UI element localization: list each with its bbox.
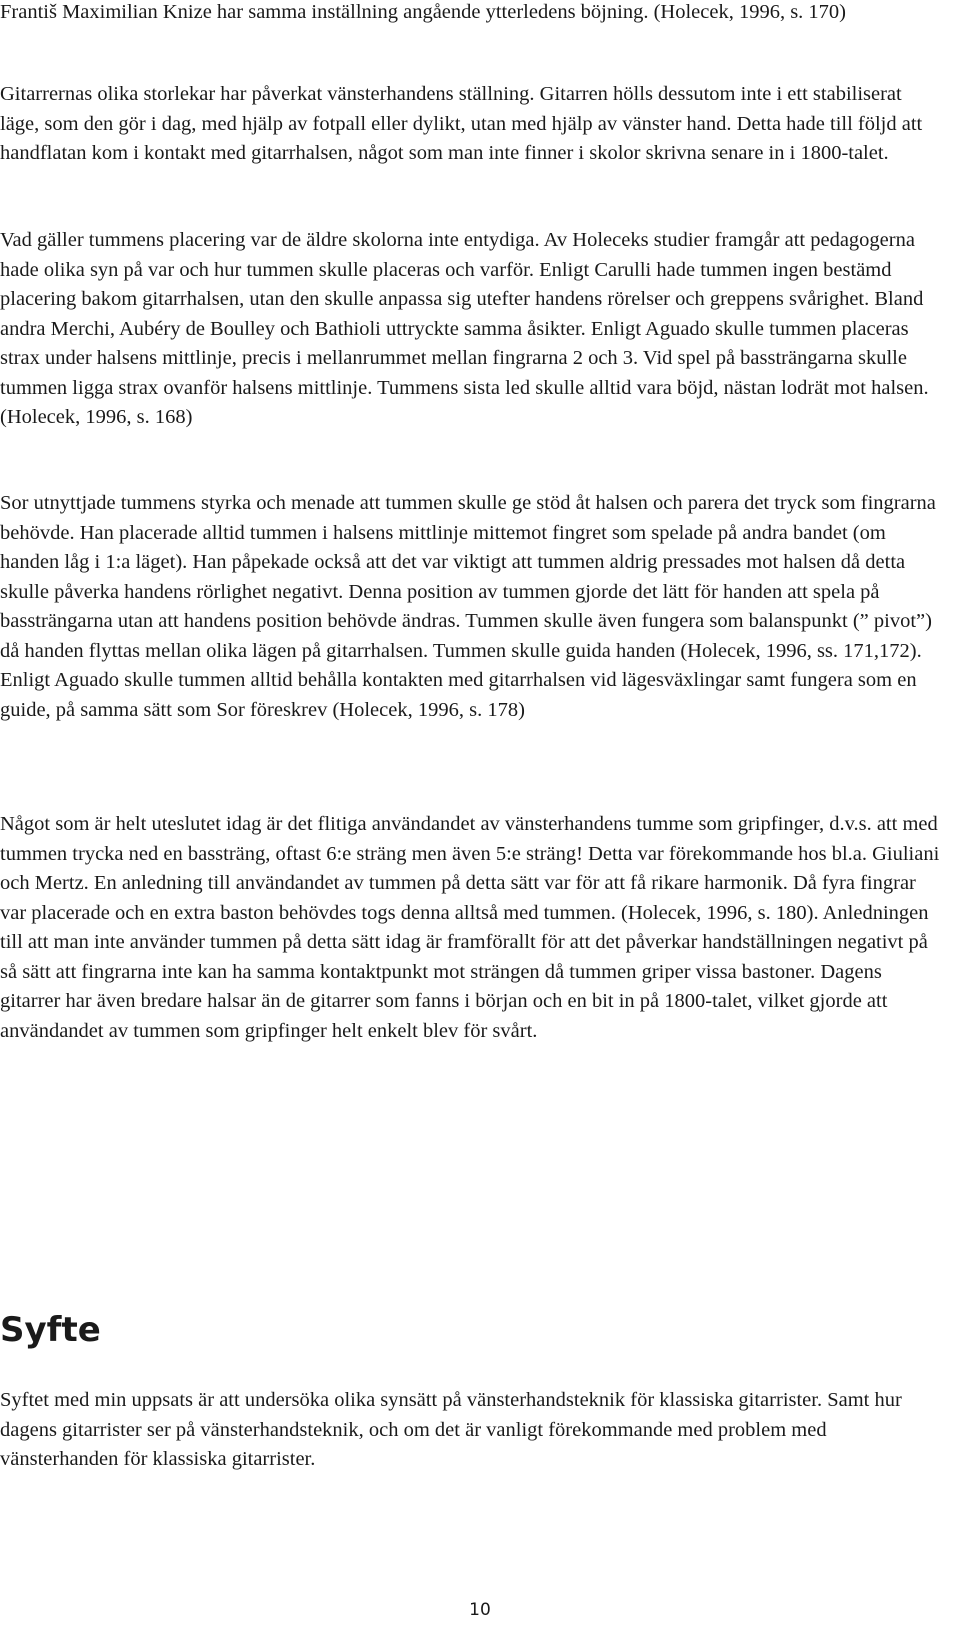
paragraph-guitar-sizes: Gitarrernas olika storlekar har påverkat vänsterhandens ställning. Gitarren hölls dessutom inte i ett stabiliserat läge, som den gör i dag, med hjälp av fotpall eller dylikt, utan med hjälp av vänster hand. Detta hade till följd att handflatan kom i kontakt med gitarrhalsen, något som man inte finner i skolor skrivna senare in i 1800-talet. bbox=[0, 83, 923, 164]
paragraph-sor-thumb: Sor utnyttjade tummens styrka och menade att tummen skulle ge stöd åt halsen och parera det tryck som fingrarna behövde. Han placerade alltid tummen i halsens mittlinje mittemot fingret som spelade på andra bandet (om handen låg i 1:a läget). Han påpekade också att det var viktigt att tummen aldrig pressades mot halsen då detta skulle påverka handens rörlighet negativt. Denna position av tummen gjorde det lätt för handen att spela på bassträngarna utan att handens position behövde ändras. Tummen skulle även fungera som balanspunkt (” pivot”) då handen flyttas mellan olika lägen på gitarrhalsen. Tummen skulle guida handen (Holecek, 1996, ss. 171,172). Enligt Aguado skulle tummen alltid behålla kontakten med gitarrhalsen vid lägesväxlingar samt fungera som en guide, på samma sätt som Sor föreskrev (Holecek, 1996, s. 178) bbox=[0, 492, 936, 721]
paragraph-thumb-fretting: Något som är helt uteslutet idag är det flitiga användandet av vänsterhandens tumme som gripfinger, d.v.s. att med tummen trycka ned en bassträng, oftast 6:e sträng men även 5:e sträng! Detta var förekommande hos bl.a. Giuliani och Mertz. En anledning till användandet av tummen på detta sätt var för att få rikare harmonik. Då fyra fingrar var placerade och en extra baston behövdes togs denna alltså med tummen. (Holecek, 1996, s. 180). Anledningen till att man inte använder tummen på detta sätt idag är framförallt för att det påverkar handställningen negativt på så sätt att fingrarna inte kan ha samma kontaktpunkt mot strängen då tummen griper vissa bastoner. Dagens gitarrer har även bredare halsar än de gitarrer som fanns i början och en bit in på 1800-talet, vilket gjorde att användandet av tummen som gripfinger helt enkelt blev för svårt. bbox=[0, 813, 940, 1042]
section-body: Syftet med min uppsats är att undersöka olika synsätt på vänsterhandsteknik för klassiska gitarrister. Samt hur dagens gitarrister ser på vänsterhandsteknik, och om det är vanligt förekommande med problem med vänsterhanden för klassiska gitarrister. bbox=[0, 1389, 902, 1470]
page-number: 10 bbox=[469, 1600, 491, 1620]
paragraph-thumb-placement: Vad gäller tummens placering var de äldre skolorna inte entydiga. Av Holeceks studier framgår att pedagogerna hade olika syn på var och hur tummen skulle placeras och varför. Enligt Carulli hade tummen ingen bestämd placering bakom gitarrhalsen, utan den skulle anpassa sig utefter handens rörelser och greppens svårighet. Bland andra Merchi, Aubéry de Boulley och Bathioli uttryckte samma åsikter. Enligt Aguado skulle tummen placeras strax under halsens mittlinje, precis i mellanrummet mellan fingrarna 2 och 3. Vid spel på bassträngarna skulle tummen ligga strax ovanför halsens mittlinje. Tummens sista led skulle alltid vara böjd, nästan lodrät mot halsen. (Holecek, 1996, s. 168) bbox=[0, 229, 929, 428]
section-heading: Syfte bbox=[0, 1310, 101, 1350]
paragraph-knize: Františ Maximilian Knize har samma inställning angående ytterledens böjning. (Holecek, 1996, s. 170) bbox=[0, 1, 846, 23]
